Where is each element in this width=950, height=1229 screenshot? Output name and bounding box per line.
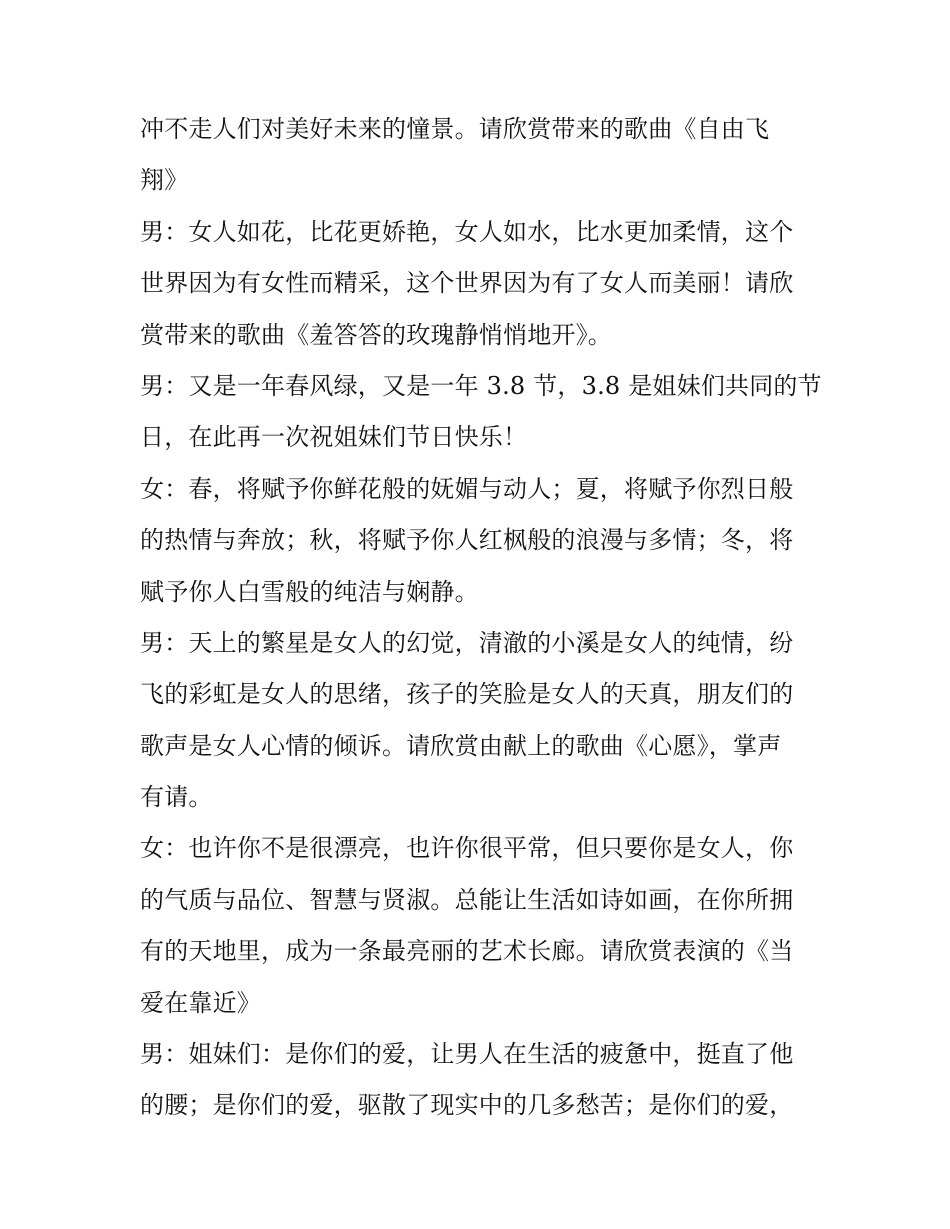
text-line: 翔》 (140, 166, 189, 195)
text-line: 日，在此再一次祝姐妹们节日快乐！ (140, 423, 528, 452)
text-line: 冲不走人们对美好未来的憧景。请欣赏带来的歌曲《自由飞 (140, 115, 770, 143)
text-line: 赋予你人白雪般的纯洁与娴静。 (140, 577, 479, 606)
text-line: 有请。 (140, 783, 213, 812)
text-line: 男：又是一年春风绿，又是一年 3.8 节，3.8 是姐妹们共同的节 (140, 371, 822, 400)
text-line: 赏带来的歌曲《羞答答的玫瑰静悄悄地开》。 (140, 320, 612, 349)
text-line: 爱在靠近》 (140, 988, 261, 1017)
text-line: 男：天上的繁星是女人的幻觉，清澈的小溪是女人的纯情，纷 (140, 628, 794, 657)
text-line: 歌声是女人心情的倾诉。请欣赏由献上的歌曲《心愿》，掌声 (140, 731, 782, 760)
text-line: 世界因为有女性而精采，这个世界因为有了女人而美丽！请欣 (140, 269, 794, 298)
text-line: 的热情与奔放；秋，将赋予你人红枫般的浪漫与多情；冬，将 (140, 526, 794, 555)
text-line: 飞的彩虹是女人的思绪，孩子的笑脸是女人的天真，朋友们的 (140, 680, 794, 709)
text-line: 女：春，将赋予你鲜花般的妩媚与动人；夏，将赋予你烈日般 (140, 474, 794, 503)
text-line: 有的天地里，成为一条最亮丽的艺术长廊。请欣赏表演的《当 (140, 937, 794, 966)
text-line: 女：也许你不是很漂亮，也许你很平常，但只要你是女人，你 (140, 834, 794, 863)
text-line: 的腰；是你们的爱，驱散了现实中的几多愁苦；是你们的爱， (140, 1091, 794, 1120)
text-line: 男：姐妹们：是你们的爱，让男人在生活的疲惫中，挺直了他 (140, 1040, 794, 1069)
text-line: 男：女人如花，比花更娇艳，女人如水，比水更加柔情，这个 (140, 217, 794, 246)
document-body (140, 104, 822, 1132)
text-line: 的气质与品位、智慧与贤淑。总能让生活如诗如画，在你所拥 (140, 885, 794, 914)
